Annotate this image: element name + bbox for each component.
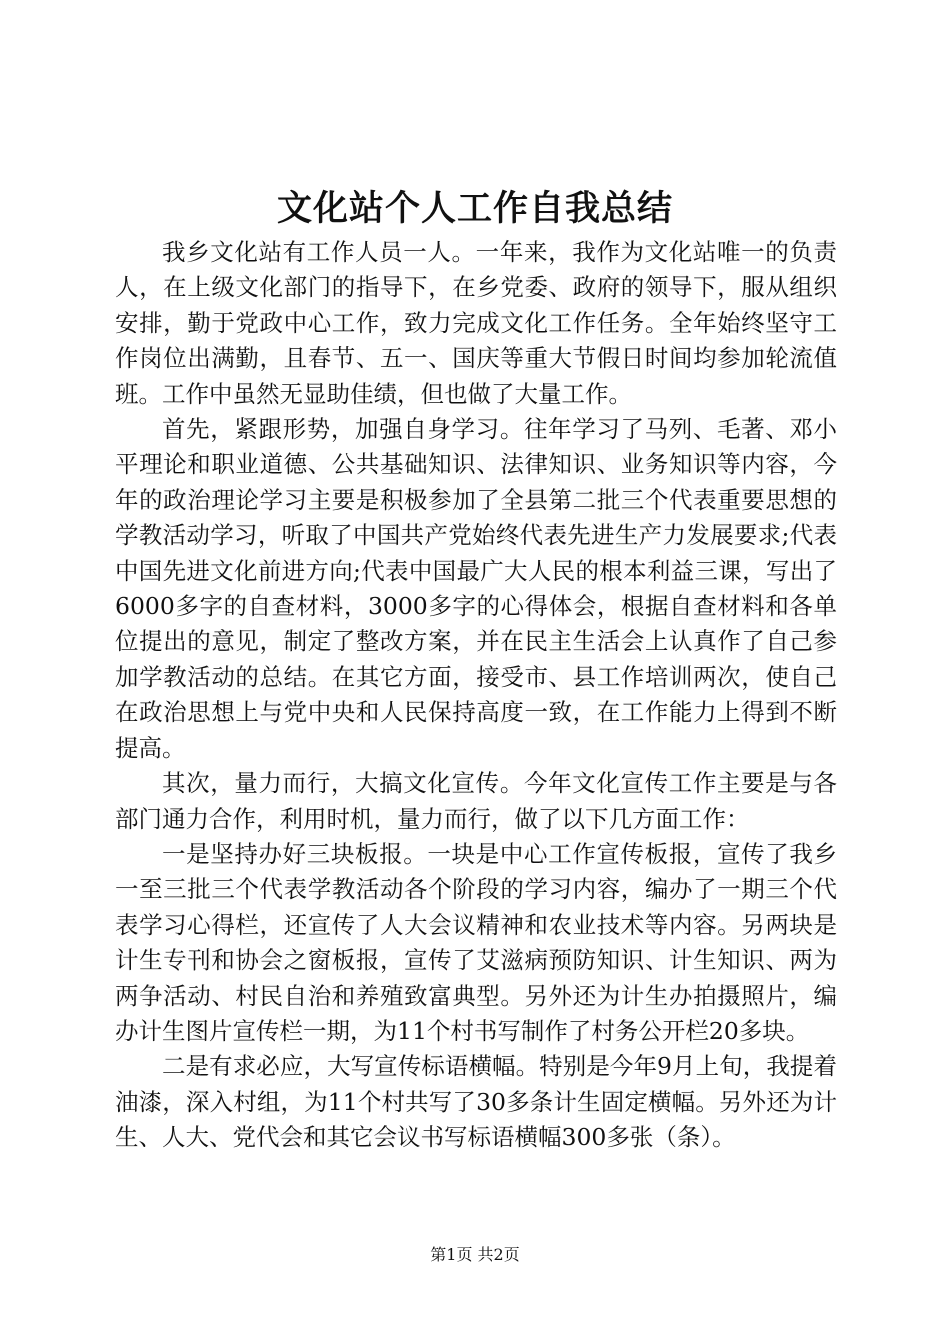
- page-number-footer: 第1页 共2页: [430, 1245, 520, 1264]
- paragraph-blackboard: 一是坚持办好三块板报。一块是中心工作宣传板报，宣传了我乡一至三批三个代表学教活动各个阶段的学习内容，编办了一期三个代表学习心得栏，还宣传了人大会议精神和农业技术等内容。另两块是计生专刊和协会之窗板报，宣传了艾滋病预防知识、计生知识、两为两争活动、村民自治和养殖致富典型。另外还为计生办拍摄照片，编办计生图片宣传栏一期，为11个村书写制作了村务公开栏20多块。: [115, 839, 837, 1045]
- paragraph-study: 首先，紧跟形势，加强自身学习。往年学习了马列、毛著、邓小平理论和职业道德、公共基础知识、法律知识、业务知识等内容，今年的政治理论学习主要是积极参加了全县第二批三个代表重要思想的学教活动学习，听取了中国共产党始终代表先进生产力发展要求;代表中国先进文化前进方向;代表中国最广大人民的根本利益三课，写出了6000多字的自查材料，3000多字的心得体会，根据自查材料和各单位提出的意见，制定了整改方案，并在民主生活会上认真作了自己参加学教活动的总结。在其它方面，接受市、县工作培训两次，使自己在政治思想上与党中央和人民保持高度一致，在工作能力上得到不断提高。: [115, 415, 837, 762]
- paragraph-publicity: 其次，量力而行，大搞文化宣传。今年文化宣传工作主要是与各部门通力合作，利用时机，量力而行，做了以下几方面工作：: [115, 769, 837, 833]
- document-title: 文化站个人工作自我总结: [276, 188, 673, 229]
- paragraph-intro: 我乡文化站有工作人员一人。一年来，我作为文化站唯一的负责人，在上级文化部门的指导下，在乡党委、政府的领导下，服从组织安排，勤于党政中心工作，致力完成文化工作任务。全年始终坚守工作岗位出满勤，且春节、五一、国庆等重大节假日时间均参加轮流值班。工作中虽然无显助佳绩，但也做了大量工作。: [115, 238, 837, 408]
- paragraph-banners: 二是有求必应，大写宣传标语横幅。特别是今年9月上旬，我提着油漆，深入村组，为11个村共写了30多条计生固定横幅。另外还为计生、人大、党代会和其它会议书写标语横幅300多张（条）。: [115, 1052, 837, 1152]
- document-body: [115, 235, 837, 1156]
